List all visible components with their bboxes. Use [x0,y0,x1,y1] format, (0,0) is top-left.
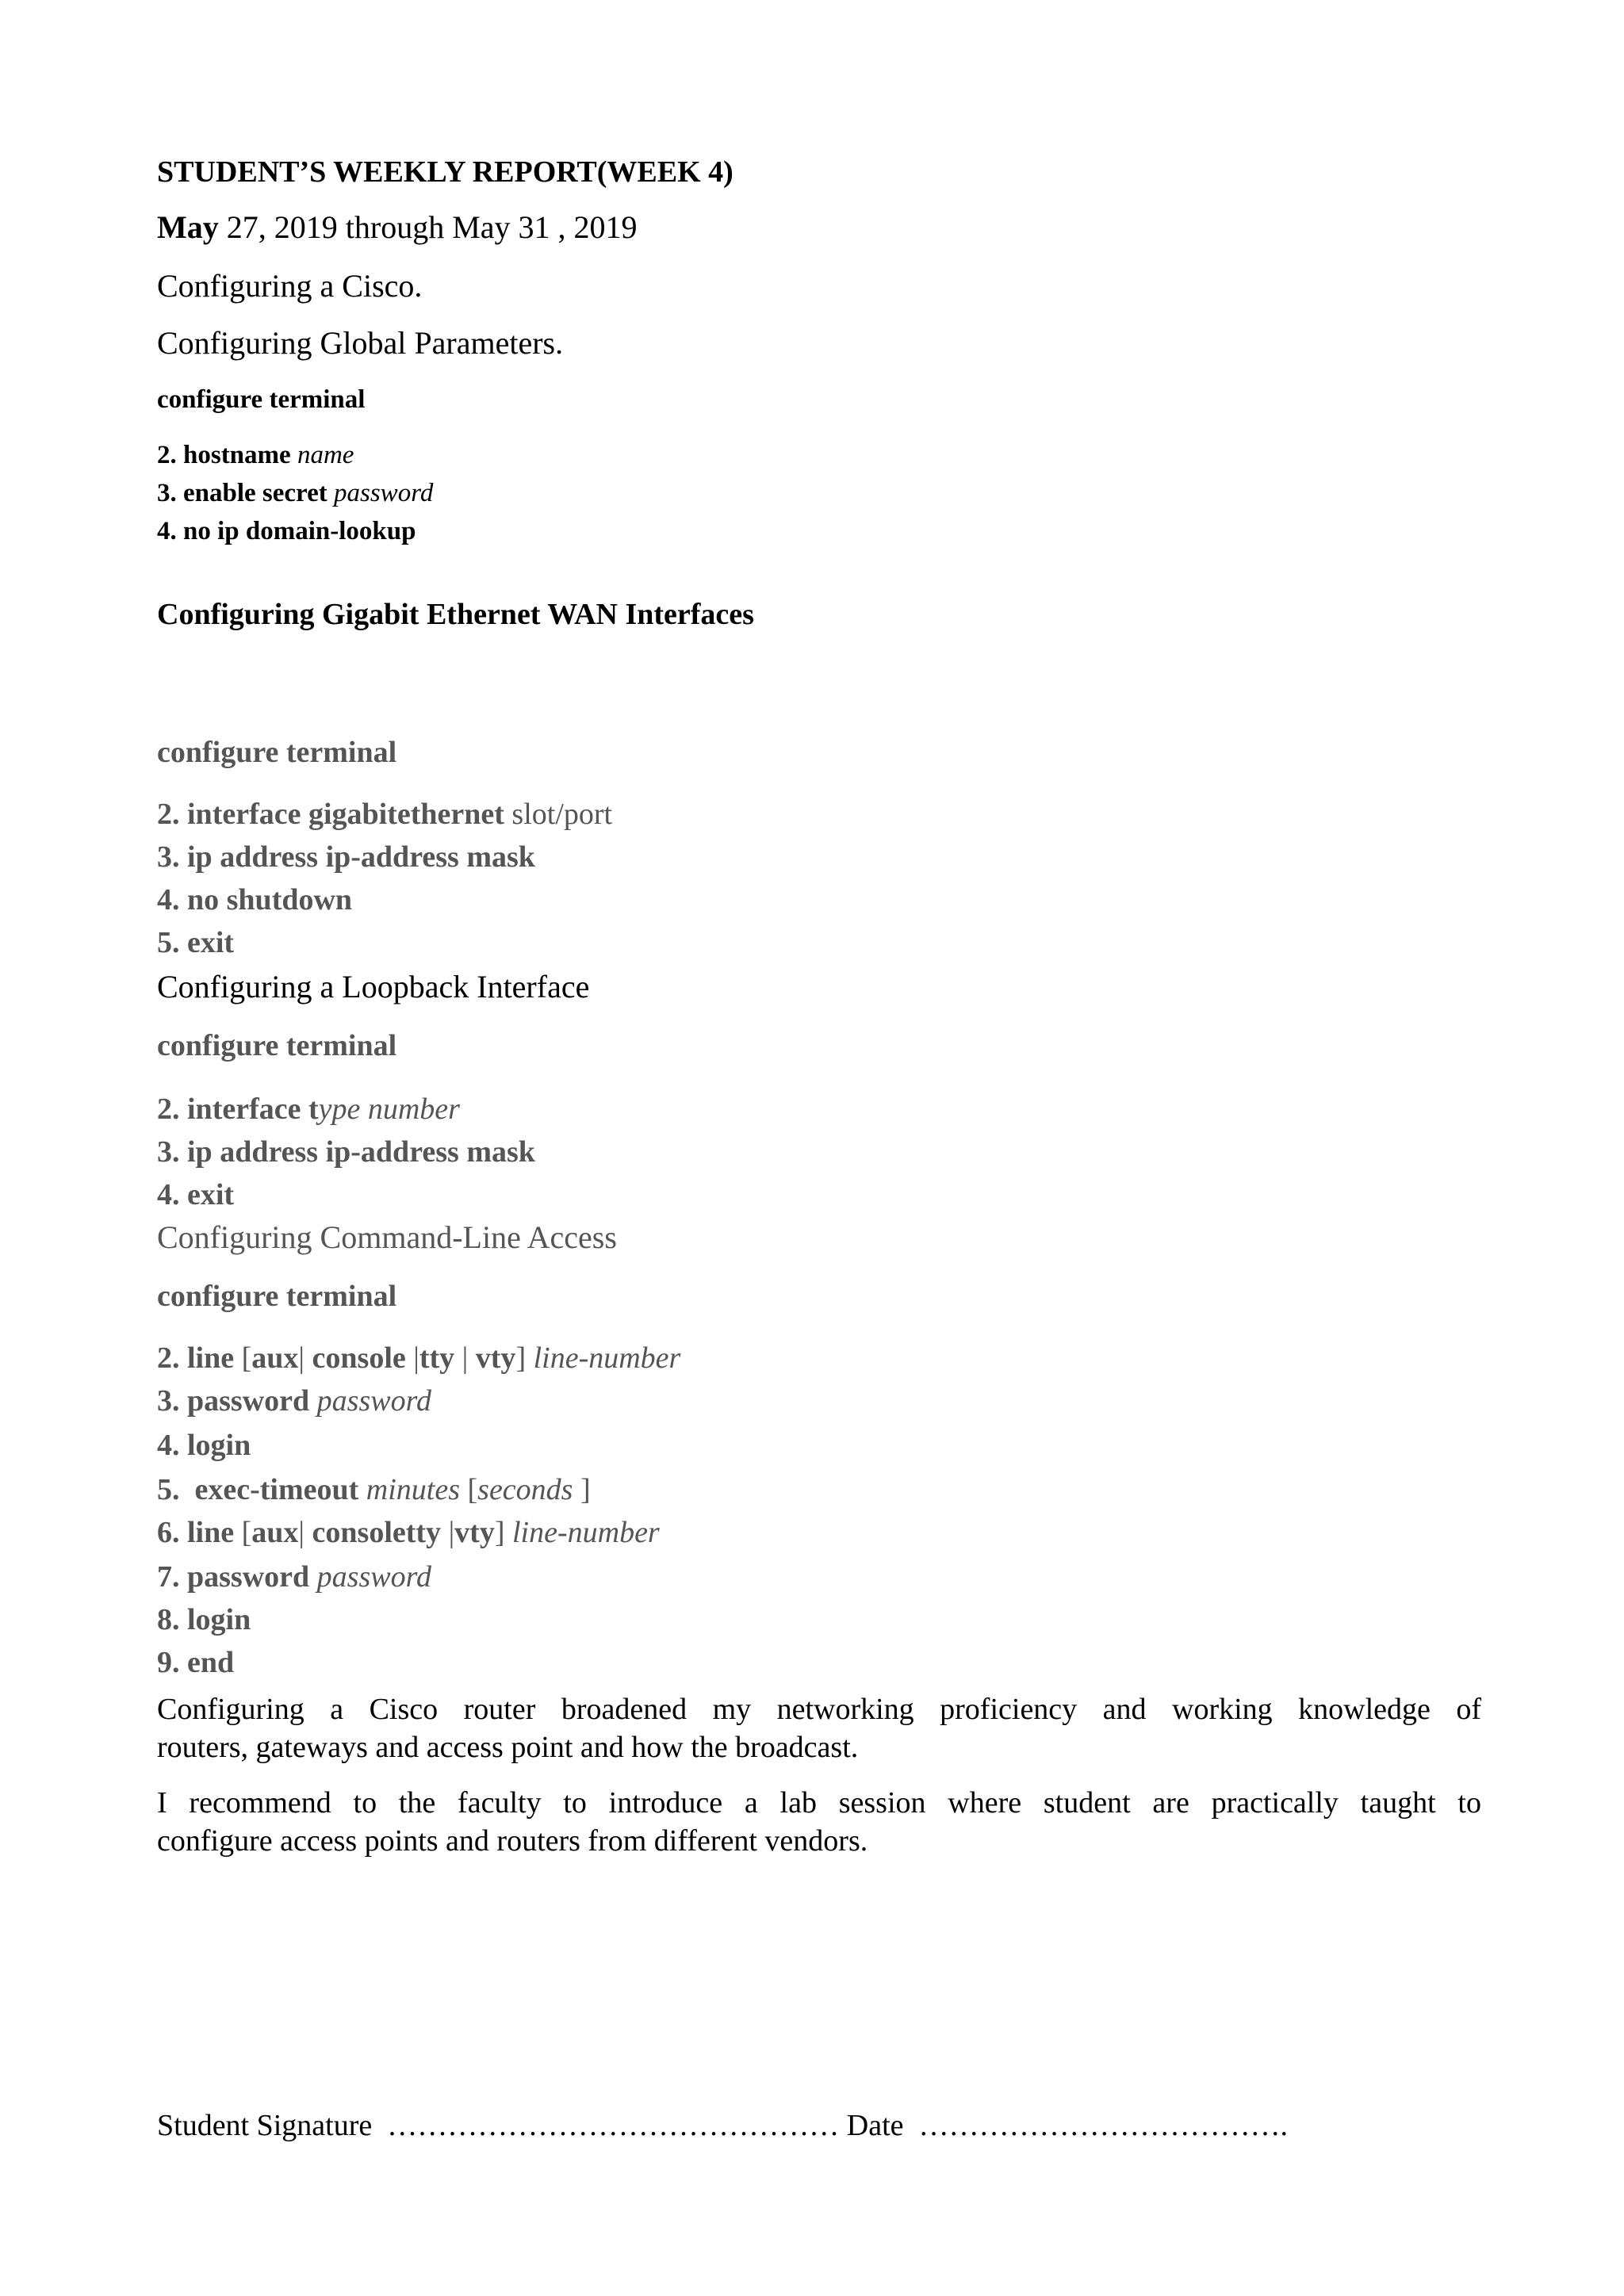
bracket: ] [515,1341,534,1375]
command-argument: line-number [511,1516,660,1549]
cli-cmd-login-2: 8. login [157,1603,251,1636]
wan-cmd-interface [157,798,612,832]
step-number: 3. [157,479,183,507]
cli-cmd-exec-timeout [157,1473,591,1508]
global-cmd-hostname [157,441,354,471]
bracket: ] [580,1473,591,1506]
global-cmd-no-ip-domain-lookup: 4. no ip domain-lookup [157,517,416,545]
command-argument: minutes [366,1473,468,1506]
command-keyword: 2. line [157,1341,242,1375]
command-argument: password [316,1384,431,1418]
reflection-line: routers, gateways and access point and how the broadcast. [157,1731,859,1764]
report-date-range [157,209,638,246]
global-cmd-enable-secret [157,479,433,509]
cli-cmd-configure-terminal: configure terminal [157,1280,397,1313]
cli-access-heading: Configuring Command-Line Access [157,1219,617,1255]
separator: | [413,1341,419,1375]
command-keyword: 5. exec-timeout [157,1473,366,1506]
command-keyword: enable secret [183,479,334,507]
option: console [312,1341,414,1375]
command-argument: seconds [477,1473,580,1506]
command-argument: slot/port [511,798,613,831]
command-argument: password [334,479,434,507]
separator: | [298,1516,312,1549]
command-keyword: 2. interface t [157,1093,319,1126]
wan-cmd-configure-terminal: configure terminal [157,736,397,769]
bracket: [ [467,1473,478,1506]
command-keyword: 7. password [157,1560,317,1594]
option: aux [251,1516,299,1549]
option: aux [251,1341,299,1375]
loopback-heading: Configuring a Loopback Interface [157,969,590,1004]
global-params-heading: Configuring Global Parameters. [157,325,564,361]
loopback-cmd-ip-address: 3. ip address ip-address mask [157,1135,535,1169]
separator: | [462,1341,476,1375]
option: tty [419,1341,462,1375]
date-range-text: 27, 2019 through May 31 , 2019 [218,209,638,245]
cli-cmd-password [157,1384,431,1419]
loopback-cmd-configure-terminal: configure terminal [157,1029,397,1062]
signature-field: ……………………………………… [387,2109,840,2142]
recommendation-line: I recommend to the faculty to introduce a lab session where student are practically taught to [157,1786,1481,1820]
global-cmd-configure-terminal: configure terminal [157,385,366,414]
wan-interfaces-heading: Configuring Gigabit Ethernet WAN Interfaces [157,598,754,631]
recommendation-line: configure access points and routers from different vendors. [157,1824,868,1858]
command-argument: name [297,441,354,469]
report-topic: Configuring a Cisco. [157,268,423,304]
date-month-label: May [157,209,219,245]
wan-cmd-exit: 5. exit [157,926,235,959]
command-keyword: hostname [183,441,297,469]
signature-label: Student Signature [157,2109,373,2142]
loopback-cmd-exit: 4. exit [157,1178,235,1211]
loopback-cmd-interface [157,1093,460,1127]
wan-cmd-ip-address: 3. ip address ip-address mask [157,840,535,874]
command-argument: ype number [318,1093,460,1126]
cli-cmd-end: 9. end [157,1646,235,1679]
bracket: ] [494,1516,512,1549]
command-keyword: 2. interface gigabitethernet [157,798,512,831]
cli-cmd-password-2 [157,1560,431,1595]
reflection-line: Configuring a Cisco router broadened my networking proficiency and working knowledge of [157,1693,1481,1726]
step-number: 2. [157,441,183,469]
date-label: Date [846,2109,904,2142]
cli-cmd-login: 4. login [157,1429,251,1462]
date-field: ………………………………. [918,2109,1288,2142]
recommendation-paragraph [157,1784,1481,1860]
wan-cmd-no-shutdown: 4. no shutdown [157,883,353,916]
command-argument: line-number [533,1341,681,1375]
separator: | [448,1516,455,1549]
bracket: [ [241,1341,252,1375]
option: vty [475,1341,516,1375]
command-argument: password [316,1560,431,1594]
bracket: [ [241,1516,252,1549]
command-keyword: 3. password [157,1384,317,1418]
signature-row [157,2109,1288,2144]
option: consoletty [312,1516,449,1549]
cli-cmd-line-2 [157,1516,660,1551]
reflection-paragraph [157,1690,1481,1766]
cli-cmd-line [157,1341,680,1376]
separator: | [298,1341,312,1375]
option: vty [454,1516,495,1549]
report-title: STUDENT’S WEEKLY REPORT(WEEK 4) [157,155,733,189]
command-keyword: 6. line [157,1516,242,1549]
